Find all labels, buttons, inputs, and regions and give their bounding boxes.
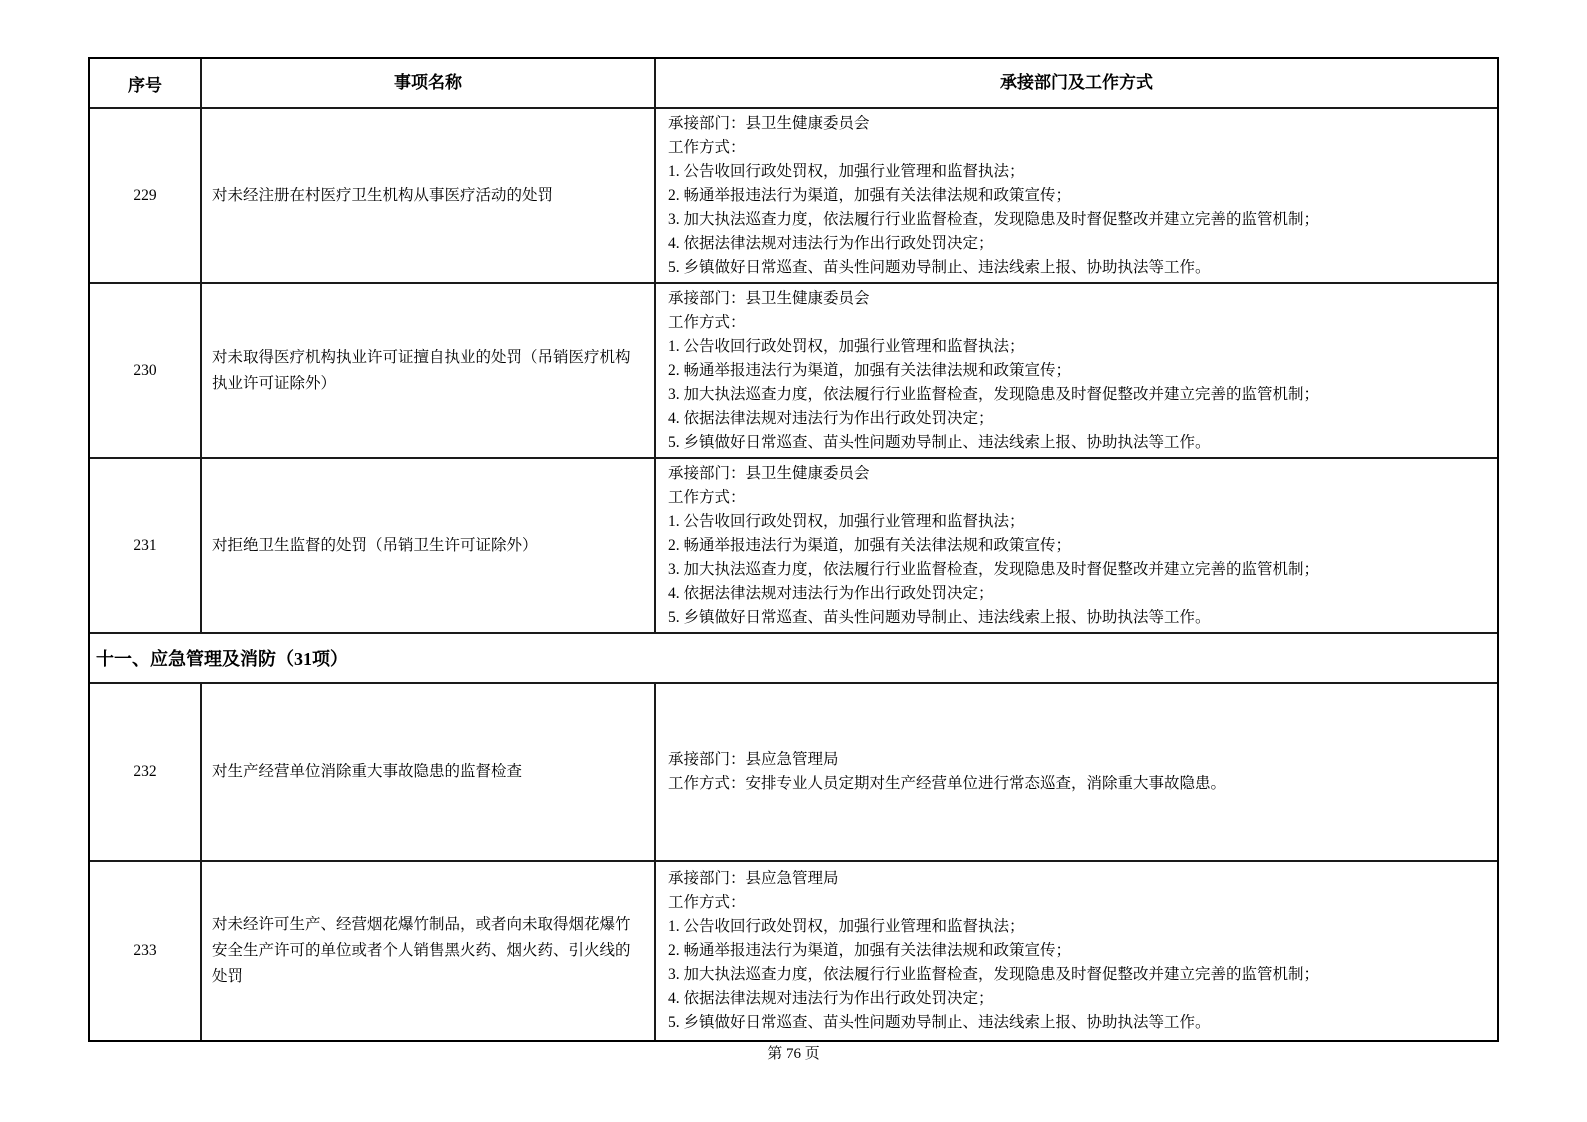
row-number: 233 bbox=[90, 862, 202, 1040]
text-line: 5. 乡镇做好日常巡查、苗头性问题劝导制止、违法线索上报、协助执法等工作。 bbox=[668, 608, 1211, 626]
section-title: 十一、应急管理及消防（31项） bbox=[96, 649, 348, 669]
text-line: 2. 畅通举报违法行为渠道，加强有关法律法规和政策宣传； bbox=[668, 942, 1072, 959]
text-line: 2. 畅通举报违法行为渠道，加强有关法律法规和政策宣传； bbox=[668, 361, 1072, 379]
text-line: 承接部门：县卫生健康委员会 bbox=[668, 464, 870, 482]
dept-method-cell bbox=[656, 284, 1497, 457]
text-line: 3. 加大执法巡查力度，依法履行行业监督检查，发现隐患及时督促整改并建立完善的监管机制； bbox=[668, 966, 1320, 983]
table-row-231 bbox=[90, 459, 1497, 634]
text-line: 工作方式： bbox=[668, 488, 746, 506]
text-line: 工作方式： bbox=[668, 138, 746, 156]
dept-method-cell bbox=[656, 684, 1497, 860]
text-line: 工作方式： bbox=[668, 894, 746, 911]
text-line: 2. 畅通举报违法行为渠道，加强有关法律法规和政策宣传； bbox=[668, 186, 1072, 204]
text-line: 承接部门：县卫生健康委员会 bbox=[668, 289, 870, 307]
text-line: 5. 乡镇做好日常巡查、苗头性问题劝导制止、违法线索上报、协助执法等工作。 bbox=[668, 433, 1211, 451]
text-line: 1. 公告收回行政处罚权，加强行业管理和监督执法； bbox=[668, 162, 1025, 180]
text-line: 3. 加大执法巡查力度，依法履行行业监督检查，发现隐患及时督促整改并建立完善的监管机制； bbox=[668, 385, 1320, 403]
text-line: 5. 乡镇做好日常巡查、苗头性问题劝导制止、违法线索上报、协助执法等工作。 bbox=[668, 258, 1211, 276]
dept-method-cell bbox=[656, 862, 1497, 1040]
text-line: 5. 乡镇做好日常巡查、苗头性问题劝导制止、违法线索上报、协助执法等工作。 bbox=[668, 1014, 1211, 1031]
text-line: 承接部门：县应急管理局 bbox=[668, 751, 839, 768]
text-line: 承接部门：县应急管理局 bbox=[668, 870, 839, 887]
text-line: 1. 公告收回行政处罚权，加强行业管理和监督执法； bbox=[668, 918, 1025, 935]
item-name: 对未经注册在村医疗卫生机构从事医疗活动的处罚 bbox=[202, 109, 656, 282]
dept-method-cell bbox=[656, 459, 1497, 632]
header-cell-dept: 承接部门及工作方式 bbox=[1000, 73, 1153, 92]
section-row bbox=[90, 634, 1497, 684]
item-name: 对生产经营单位消除重大事故隐患的监督检查 bbox=[202, 684, 656, 860]
table-row-230 bbox=[90, 284, 1497, 459]
text-line: 3. 加大执法巡查力度，依法履行行业监督检查，发现隐患及时督促整改并建立完善的监管机制； bbox=[668, 210, 1320, 228]
text-line: 2. 畅通举报违法行为渠道，加强有关法律法规和政策宣传； bbox=[668, 536, 1072, 554]
item-name: 对拒绝卫生监督的处罚（吊销卫生许可证除外） bbox=[202, 459, 656, 632]
text-line: 工作方式：安排专业人员定期对生产经营单位进行常态巡查，消除重大事故隐患。 bbox=[668, 775, 1227, 792]
row-number: 230 bbox=[90, 284, 202, 457]
text-line: 工作方式： bbox=[668, 313, 746, 331]
row-number: 229 bbox=[90, 109, 202, 282]
text-line: 4. 依据法律法规对违法行为作出行政处罚决定； bbox=[668, 584, 994, 602]
text-line: 4. 依据法律法规对违法行为作出行政处罚决定； bbox=[668, 990, 994, 1007]
text-line: 1. 公告收回行政处罚权，加强行业管理和监督执法； bbox=[668, 512, 1025, 530]
table-row-233 bbox=[90, 862, 1497, 1040]
item-name: 对未取得医疗机构执业许可证擅自执业的处罚（吊销医疗机构执业许可证除外） bbox=[202, 284, 656, 457]
row-number: 231 bbox=[90, 459, 202, 632]
header-cell-name: 事项名称 bbox=[202, 59, 656, 107]
item-name: 对未经许可生产、经营烟花爆竹制品，或者向未取得烟花爆竹安全生产许可的单位或者个人销售黑火药、烟火药、引火线的处罚 bbox=[202, 862, 656, 1040]
table-row-229 bbox=[90, 109, 1497, 284]
text-line: 4. 依据法律法规对违法行为作出行政处罚决定； bbox=[668, 409, 994, 427]
page-footer: 第 76 页 bbox=[767, 1046, 820, 1062]
header-cell-no: 序号 bbox=[90, 59, 202, 107]
dept-method-cell bbox=[656, 109, 1497, 282]
data-table bbox=[88, 57, 1499, 1042]
table-row-232 bbox=[90, 684, 1497, 862]
text-line: 1. 公告收回行政处罚权，加强行业管理和监督执法； bbox=[668, 337, 1025, 355]
row-number: 232 bbox=[90, 684, 202, 860]
text-line: 承接部门：县卫生健康委员会 bbox=[668, 114, 870, 132]
header-row bbox=[90, 59, 1497, 109]
text-line: 4. 依据法律法规对违法行为作出行政处罚决定； bbox=[668, 234, 994, 252]
text-line: 3. 加大执法巡查力度，依法履行行业监督检查，发现隐患及时督促整改并建立完善的监管机制； bbox=[668, 560, 1320, 578]
